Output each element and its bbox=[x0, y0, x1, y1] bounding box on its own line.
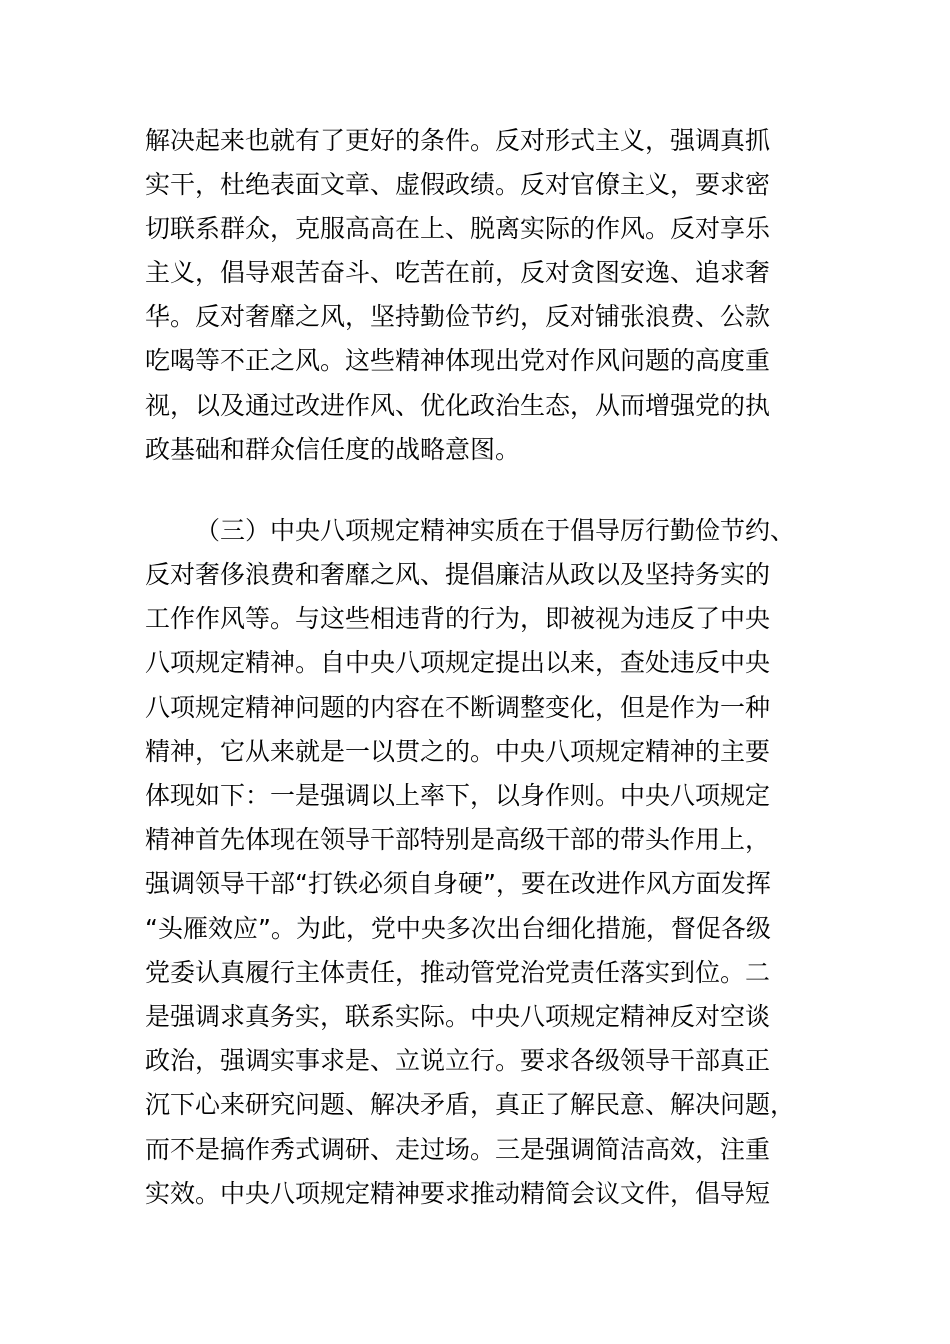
paragraph-2-line-8: 精神首先体现在领导干部特别是高级干部的带头作用上， bbox=[145, 825, 771, 854]
paragraph-2-line-6: 精神，它从来就是一以贯之的。中央八项规定精神的主要 bbox=[145, 737, 771, 766]
paragraph-2-line-4: 八项规定精神。自中央八项规定提出以来，查处违反中央 bbox=[145, 648, 771, 677]
paragraph-2-line-13: 政治，强调实事求是、立说立行。要求各级领导干部真正 bbox=[145, 1046, 771, 1075]
paragraph-1-line-7: 视，以及通过改进作风、优化政治生态，从而增强党的执 bbox=[145, 391, 771, 420]
paragraph-2-line-1: （三）中央八项规定精神实质在于倡导厉行勤俭节约、 bbox=[195, 516, 796, 545]
paragraph-1-line-3: 切联系群众，克服高高在上、脱离实际的作风。反对享乐 bbox=[145, 214, 771, 243]
paragraph-2-line-5: 八项规定精神问题的内容在不断调整变化，但是作为一种 bbox=[145, 693, 771, 722]
paragraph-2-line-9: 强调领导干部“打铁必须自身硬”，要在改进作风方面发挥 bbox=[145, 869, 771, 898]
paragraph-2-line-2: 反对奢侈浪费和奢靡之风、提倡廉洁从政以及坚持务实的 bbox=[145, 560, 771, 589]
paragraph-1-line-8: 政基础和群众信任度的战略意图。 bbox=[145, 435, 521, 464]
paragraph-2-line-3: 工作作风等。与这些相违背的行为，即被视为违反了中央 bbox=[145, 604, 771, 633]
paragraph-2-line-12: 是强调求真务实，联系实际。中央八项规定精神反对空谈 bbox=[145, 1002, 771, 1031]
paragraph-1-line-5: 华。反对奢靡之风，坚持勤俭节约，反对铺张浪费、公款 bbox=[145, 302, 771, 331]
paragraph-1-line-4: 主义，倡导艰苦奋斗、吃苦在前，反对贪图安逸、追求奢 bbox=[145, 258, 771, 287]
paragraph-2-line-14: 沉下心来研究问题、解决矛盾，真正了解民意、解决问题， bbox=[145, 1090, 796, 1119]
paragraph-1-line-6: 吃喝等不正之风。这些精神体现出党对作风问题的高度重 bbox=[145, 346, 771, 375]
paragraph-2-line-10: “头雁效应”。为此，党中央多次出台细化措施，督促各级 bbox=[145, 914, 771, 943]
paragraph-2-line-11: 党委认真履行主体责任，推动管党治党责任落实到位。二 bbox=[145, 958, 771, 987]
paragraph-2-line-15: 而不是搞作秀式调研、走过场。三是强调简洁高效，注重 bbox=[145, 1135, 771, 1164]
paragraph-1-line-2: 实干，杜绝表面文章、虚假政绩。反对官僚主义，要求密 bbox=[145, 170, 771, 199]
paragraph-1-line-1: 解决起来也就有了更好的条件。反对形式主义，强调真抓 bbox=[145, 126, 771, 155]
paragraph-2-line-16: 实效。中央八项规定精神要求推动精简会议文件，倡导短 bbox=[145, 1179, 771, 1208]
paragraph-2-line-7: 体现如下：一是强调以上率下，以身作则。中央八项规定 bbox=[145, 781, 771, 810]
